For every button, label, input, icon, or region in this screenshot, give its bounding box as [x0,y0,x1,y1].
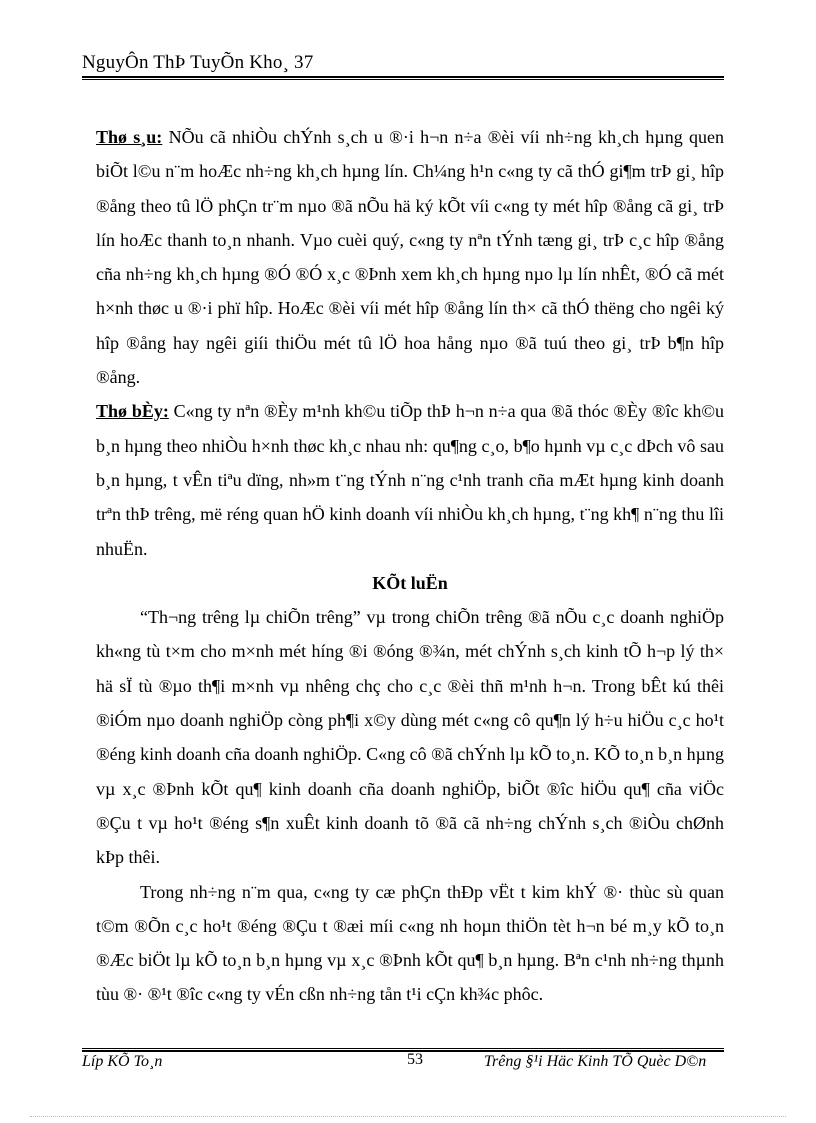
page-header: NguyÔn ThÞ TuyÕn Kho¸ 37 [82,52,314,73]
paragraph-seventh-point [96,120,724,394]
paragraph-text: NÕu cã nhiÒu chÝnh s¸ch u ®·i h¬n n÷a ®èi víi nh÷ng kh¸ch hµng quen biÕt l©u n¨m hoÆc nh÷ng kh¸ch hµng lín. Ch¼ng h¹n c«ng ty cã thÓ gi¶m trÞ gi¸ hîp ®ång theo tû lÖ phÇn tr¨m nµo ®ã nÕu hä ký kÕt víi c«ng ty mét hîp ®ång cã gi¸ trÞ lín hoÆc thanh to¸n nhanh. Vµo cuèi quý, c«ng ty nªn tÝnh tæng gi¸ trÞ c¸c hîp ®ång cña nh÷ng kh¸ch hµng ®Ó ®Ó x¸c ®Þnh xem kh¸ch hµng nµo lµ lín nhÊt, ®Ó cã mét h×nh thøc u ®·i phï hîp. HoÆc ®èi víi mét hîp ®ång lín th× cã thÓ thëng cho ngêi ký hîp ®ång hay ngêi giíi thiÖu mét tû lÖ hoa hång nµo ®ã tuú theo gi¸ trÞ b¶n hîp ®ång. [96,127,724,388]
header-rule-thin [82,79,724,80]
footer-rule [82,1050,724,1052]
paragraph-eighth-point [96,394,724,565]
paragraph-label: Thø s¸u: [96,127,163,147]
paragraph-conclusion-2: Trong nh÷ng n¨m qua, c«ng ty cæ phÇn thÐp vËt t kim khÝ ®· thùc sù quan t©m ®Õn c¸c ho¹t ®éng ®Çu t ®æi míi c«ng nh hoµn thiÖn tèt h¬n bé m¸y kÕ to¸n ®Æc biÖt lµ kÕ to¸n b¸n hµng vµ x¸c ®Þnh kÕt qu¶ b¸n hµng. Bªn c¹nh nh÷ng thµnh tùu ®· ®¹t ®îc c«ng ty vÉn cßn nh÷ng tån t¹i cÇn kh¾c phôc. [96,881,724,1005]
footer-rule-thin [82,1048,724,1049]
footer-class-name: Líp KÕ To¸n [82,1053,163,1070]
paragraph-label: Thø bÈy: [96,401,169,422]
paragraph-conclusion-1: “Th¬ng trêng lµ chiÕn trêng” vµ trong chiÕn trêng ®ã nÕu c¸c doanh nghiÖp kh«ng tù t×m cho m×nh mét híng ®i ®óng ®¾n, mét chÝnh s¸ch kinh tÕ h¬p lý th× hä sÏ tù ®µo th¶i m×nh vµ nhêng chç cho c¸c ®èi thñ m¹nh h¬n. Trong bÊt kú thêi ®iÓm nµo doanh nghiÖp còng ph¶i x©y dùng mét c«ng cô qu¶n lý h÷u hiÖu c¸c ho¹t ®éng kinh doanh cña doanh nghiÖp. C«ng cô ®ã chÝnh lµ kÕ to¸n. KÕ to¸n b¸n hµng vµ x¸c ®Þnh kÕt qu¶ kinh doanh cña doanh nghiÖp, biÕt ®îc hiÖu qu¶ cña viÖc ®Çu t vµ ho¹t ®éng s¶n xuÊt kinh doanh tõ ®ã cã nh÷ng chÝnh s¸ch ®iÒu chØnh kÞp thêi. [96,607,724,868]
page-number: 53 [407,1051,423,1068]
footer-university-name: Trêng §¹i Häc Kinh TÕ Quèc D©n [484,1053,707,1070]
section-heading-conclusion: KÕt luËn [372,572,448,593]
page-edge-divider [30,1116,786,1117]
document-body [96,120,724,1012]
header-rule [82,76,724,78]
paragraph-text: C«ng ty nªn ®Èy m¹nh kh©u tiÕp thÞ h¬n n÷a qua ®ã thóc ®Èy ®îc kh©u b¸n hµng theo nhiÒu h×nh thøc kh¸c nhau nh: qu¶ng c¸o, b¶o hµnh vµ c¸c dÞch vô sau b¸n hµng, t vÊn tiªu dïng, nh»m t¨ng tÝnh n¨ng c¹nh tranh cña mÆt hµng kinh doanh trªn thÞ trêng, më réng quan hÖ kinh doanh víi nhiÒu kh¸ch hµng, t¨ng kh¶ n¨ng thu lîi nhuËn. [96,401,724,559]
